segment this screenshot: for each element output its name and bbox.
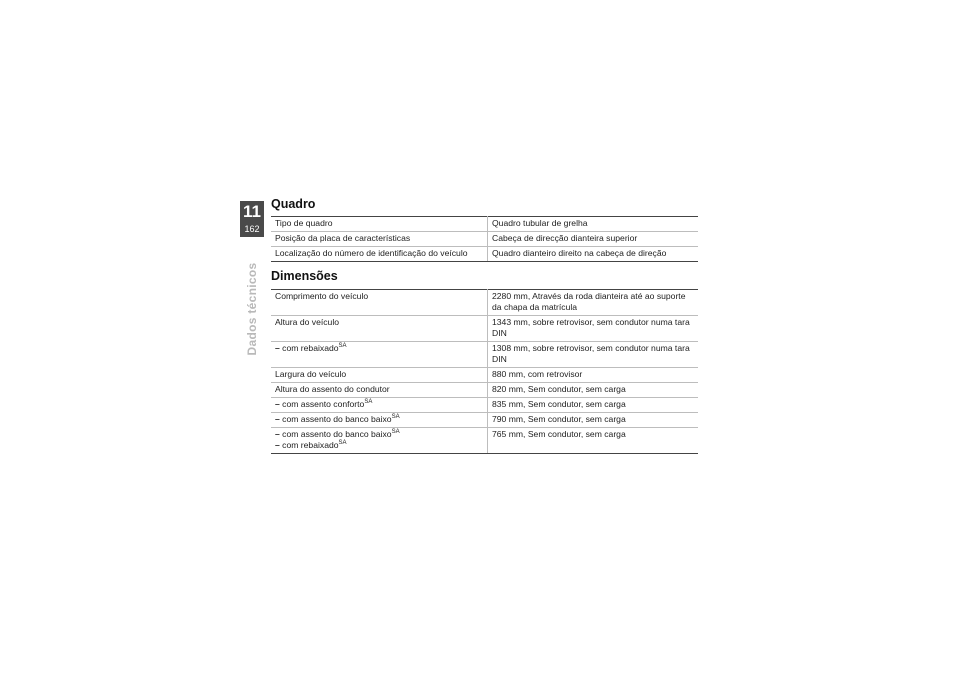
table-row: [271, 428, 698, 454]
dash-marker: –: [275, 429, 280, 439]
quadro-table: [271, 216, 698, 262]
sa-marker: SA: [391, 414, 400, 420]
spec-label: Altura do veículo: [271, 316, 488, 342]
dash-marker: –: [275, 399, 280, 409]
spec-label-text: com assento conforto: [282, 399, 365, 409]
table-row: [271, 316, 698, 342]
chapter-side-label: [239, 249, 265, 369]
spec-label-sub: [271, 413, 488, 428]
page-number: 162: [244, 224, 260, 234]
spec-value: 835 mm, Sem condutor, sem carga: [488, 398, 699, 413]
spec-label: Altura do assento do condutor: [271, 383, 488, 398]
spec-label-sub: [271, 428, 488, 454]
spec-label-text: com rebaixado: [282, 440, 339, 450]
chapter-tab: [240, 201, 264, 237]
spec-value: Cabeça de direcção dianteira superior: [488, 232, 699, 247]
dash-marker: –: [275, 440, 280, 450]
spec-label-text: com assento do banco baixo: [282, 414, 392, 424]
spec-label: Localização do número de identificação do veículo: [271, 247, 488, 262]
sa-marker: SA: [338, 343, 347, 349]
spec-value: 2280 mm, Através da roda dianteira até ao suporte da chapa da matrícula: [488, 290, 699, 316]
table-row: [271, 247, 698, 262]
table-row: [271, 217, 698, 232]
spec-label: Comprimento do veículo: [271, 290, 488, 316]
spec-label-sub: [271, 342, 488, 368]
spec-label: Posição da placa de características: [271, 232, 488, 247]
chapter-number: 11: [243, 202, 261, 221]
table-row: [271, 368, 698, 383]
dash-marker: –: [275, 343, 280, 353]
sa-marker: SA: [338, 440, 347, 446]
dash-marker: –: [275, 414, 280, 424]
sa-marker: SA: [364, 399, 373, 405]
spec-label-text: com rebaixado: [282, 343, 339, 353]
section-heading-dimensoes: Dimensões: [271, 269, 338, 283]
spec-value: 1343 mm, sobre retrovisor, sem condutor numa tara DIN: [488, 316, 699, 342]
spec-value: 765 mm, Sem condutor, sem carga: [488, 428, 699, 454]
spec-value: 790 mm, Sem condutor, sem carga: [488, 413, 699, 428]
spec-label-sub: [271, 398, 488, 413]
table-row: [271, 290, 698, 316]
chapter-title: Dados técnicos: [245, 262, 259, 356]
spec-label: Largura do veículo: [271, 368, 488, 383]
sa-marker: SA: [391, 429, 400, 435]
dimensoes-table: [271, 289, 698, 454]
spec-value: 1308 mm, sobre retrovisor, sem condutor numa tara DIN: [488, 342, 699, 368]
spec-value: 820 mm, Sem condutor, sem carga: [488, 383, 699, 398]
spec-value: 880 mm, com retrovisor: [488, 368, 699, 383]
table-row: [271, 383, 698, 398]
spec-value: Quadro tubular de grelha: [488, 217, 699, 232]
table-row: [271, 232, 698, 247]
spec-value: Quadro dianteiro direito na cabeça de direção: [488, 247, 699, 262]
spec-label: Tipo de quadro: [271, 217, 488, 232]
table-row: [271, 342, 698, 368]
table-row: [271, 413, 698, 428]
spec-label-text: com assento do banco baixo: [282, 429, 392, 439]
section-heading-quadro: Quadro: [271, 197, 316, 211]
table-row: [271, 398, 698, 413]
